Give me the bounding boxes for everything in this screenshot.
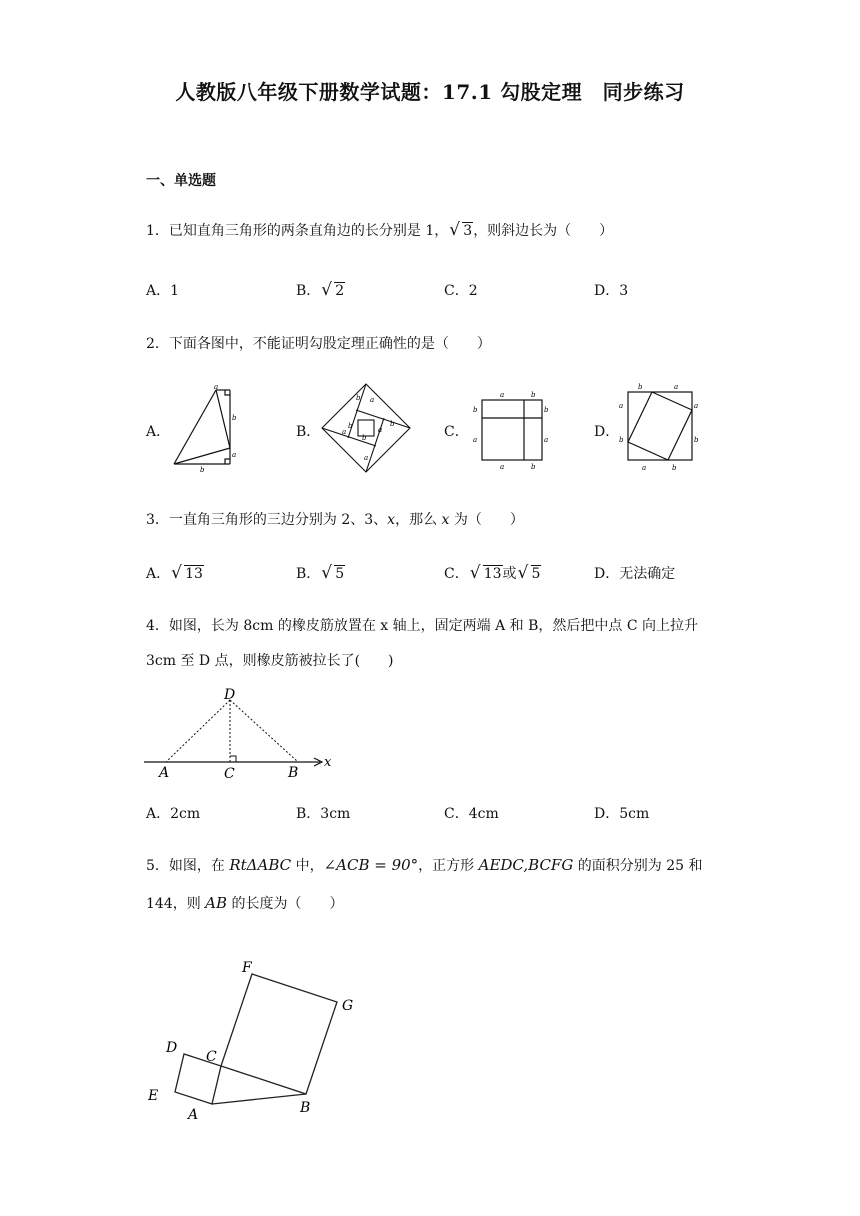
q2-figure-a <box>170 382 240 474</box>
q2b-label-a2: a <box>342 428 347 436</box>
q2c-label-b-right: b <box>544 406 549 414</box>
q2a-label-b-bottom: b <box>200 466 205 474</box>
q2d-label-a-right: a <box>694 402 699 410</box>
q3-var-1: x <box>387 512 396 528</box>
q5-figure <box>140 950 380 1150</box>
q4-label-x: x <box>324 755 332 770</box>
q2b-label-b3: b <box>348 422 353 430</box>
q3-stem-mid: ，那么 <box>395 512 442 528</box>
q2a-label-a-right: a <box>232 451 237 459</box>
page-title: 人教版八年级下册数学试题：17.1 勾股定理 同步练习 <box>175 80 685 104</box>
q3-stem-after: 为（ ） <box>449 512 524 528</box>
q1-option-b-radicand: 2 <box>335 283 345 299</box>
q2-figure-d <box>616 380 700 474</box>
q1-option-b[interactable] <box>296 280 345 300</box>
q2d-label-a-top: a <box>674 383 679 391</box>
q1-option-d[interactable]: D．3 <box>594 283 629 299</box>
q1-option-b-sqrt <box>322 283 345 299</box>
q3-option-c-sqrt-1 <box>471 566 503 582</box>
q5-square-bcfg <box>221 974 337 1094</box>
q3-option-b-radicand: 5 <box>335 566 345 582</box>
q3-option-b[interactable] <box>296 563 345 583</box>
q5-stem-mid2: ，正方形 <box>418 858 479 874</box>
question-5-stem-line-1 <box>146 855 702 875</box>
q5-label-d: D <box>166 1040 178 1056</box>
q2c-label-a-right: a <box>544 436 549 444</box>
q3-stem-before: 3．一直角三角形的三边分别为 2、3、 <box>146 512 388 528</box>
q2-option-a-label[interactable]: A． <box>146 424 171 440</box>
q5-stem-mid1: 中， <box>291 858 324 874</box>
question-3-stem <box>146 509 524 529</box>
q4-option-d[interactable]: D．5cm <box>594 806 650 822</box>
q4-label-b: B <box>288 765 299 781</box>
q1-option-a[interactable]: A．1 <box>146 283 180 299</box>
q1-sqrt-radicand: 3 <box>463 223 473 239</box>
q1-stem-before: 1．已知直角三角形的两条直角边的长分别是 1， <box>146 223 449 239</box>
q2b-label-b2: b <box>390 420 395 428</box>
question-5-stem-line-2 <box>146 893 343 913</box>
q2b-label-a1: a <box>370 396 375 404</box>
q2d-label-a-left: a <box>619 402 624 410</box>
q3-option-c-radicand-2: 5 <box>531 566 541 582</box>
q2c-label-b-top: b <box>531 391 536 399</box>
q3-option-c-or: 或 <box>502 566 517 582</box>
q2-option-d-label[interactable]: D． <box>594 424 620 440</box>
q2d-label-b-bottom: b <box>672 464 677 472</box>
q2b-label-a3: a <box>378 426 383 434</box>
question-4-stem-line-2: 3cm 至 D 点，则橡皮筋被拉长了( ) <box>146 653 394 669</box>
question-4-stem-line-1: 4．如图，长为 8cm 的橡皮筋放置在 x 轴上，固定两端 A 和 B，然后把中点 C 向上拉升 <box>146 618 698 634</box>
q3-var-2: x <box>441 512 450 528</box>
q2-option-b-label[interactable]: B． <box>296 424 321 440</box>
q1-option-c[interactable]: C．2 <box>444 283 478 299</box>
q1-option-b-prefix: B． <box>296 283 321 299</box>
q3-option-c-sqrt-2 <box>519 566 542 582</box>
q3-option-c[interactable] <box>444 563 541 583</box>
q2c-label-a-bottom: a <box>500 463 505 471</box>
q4-label-a: A <box>159 765 170 781</box>
q5-ab: AB <box>205 894 228 912</box>
q2d-label-b-right: b <box>694 436 699 444</box>
q4-figure <box>140 686 340 782</box>
q2b-label-b1: b <box>356 394 361 402</box>
q5-stem-prefix: 5．如图，在 <box>146 858 230 874</box>
q1-sqrt <box>450 223 473 239</box>
q2-figure-c <box>470 388 550 472</box>
q2d-label-a-bottom: a <box>642 464 647 472</box>
q3-option-a-prefix: A． <box>146 566 171 582</box>
q4-option-b[interactable]: B．3cm <box>296 806 351 822</box>
q2a-label-a-top: a <box>214 383 219 391</box>
q2c-label-a-top: a <box>500 391 505 399</box>
q4-label-d: D <box>224 687 236 703</box>
q2b-label-a4: a <box>364 454 369 462</box>
q4-label-c: C <box>224 766 235 782</box>
q5-stem-after: 的面积分别为 25 和 <box>573 858 703 874</box>
q5-label-g: G <box>342 998 354 1014</box>
q2c-label-a-left: a <box>473 436 478 444</box>
q1-stem-after: ，则斜边长为（ ） <box>473 223 614 239</box>
question-1-stem <box>146 220 613 240</box>
q5-stem-line2-prefix: 144，则 <box>146 896 206 912</box>
q2d-label-b-left: b <box>619 436 624 444</box>
q5-label-e: E <box>148 1088 159 1104</box>
q2-figure-b <box>318 380 414 476</box>
q5-rt-triangle: RtΔABC <box>229 856 292 874</box>
q3-option-a[interactable] <box>146 563 204 583</box>
q4-option-a[interactable]: A．2cm <box>146 806 201 822</box>
q5-label-c: C <box>206 1049 217 1065</box>
q5-label-b: B <box>300 1100 311 1116</box>
q5-label-a: A <box>188 1107 199 1123</box>
question-2-stem: 2．下面各图中，不能证明勾股定理正确性的是（ ） <box>146 336 491 352</box>
q2c-label-b-left: b <box>473 406 478 414</box>
q2-option-c-label[interactable]: C． <box>444 424 469 440</box>
q3-option-c-radicand-1: 13 <box>483 566 502 582</box>
q5-angle: ∠ACB = 90° <box>323 856 419 874</box>
q2a-label-b-right: b <box>232 414 237 422</box>
q3-option-a-radicand: 13 <box>185 566 203 582</box>
q3-option-d[interactable]: D．无法确定 <box>594 566 676 582</box>
q5-stem-line2-after: 的长度为（ ） <box>227 896 344 912</box>
q3-option-b-prefix: B． <box>296 566 321 582</box>
q2d-label-b-top: b <box>638 383 643 391</box>
q5-label-f: F <box>242 960 252 976</box>
q2c-label-b-bottom: b <box>531 463 536 471</box>
q5-side-ab <box>212 1094 306 1104</box>
q3-option-b-sqrt <box>322 566 345 582</box>
q3-option-c-prefix: C． <box>444 566 469 582</box>
section-title: 一、单选题 <box>146 173 216 189</box>
q3-option-a-sqrt <box>172 566 204 582</box>
q2b-label-b4: b <box>362 434 367 442</box>
q4-option-c[interactable]: C．4cm <box>444 806 499 822</box>
q5-squares: AEDC,BCFG <box>478 856 574 874</box>
